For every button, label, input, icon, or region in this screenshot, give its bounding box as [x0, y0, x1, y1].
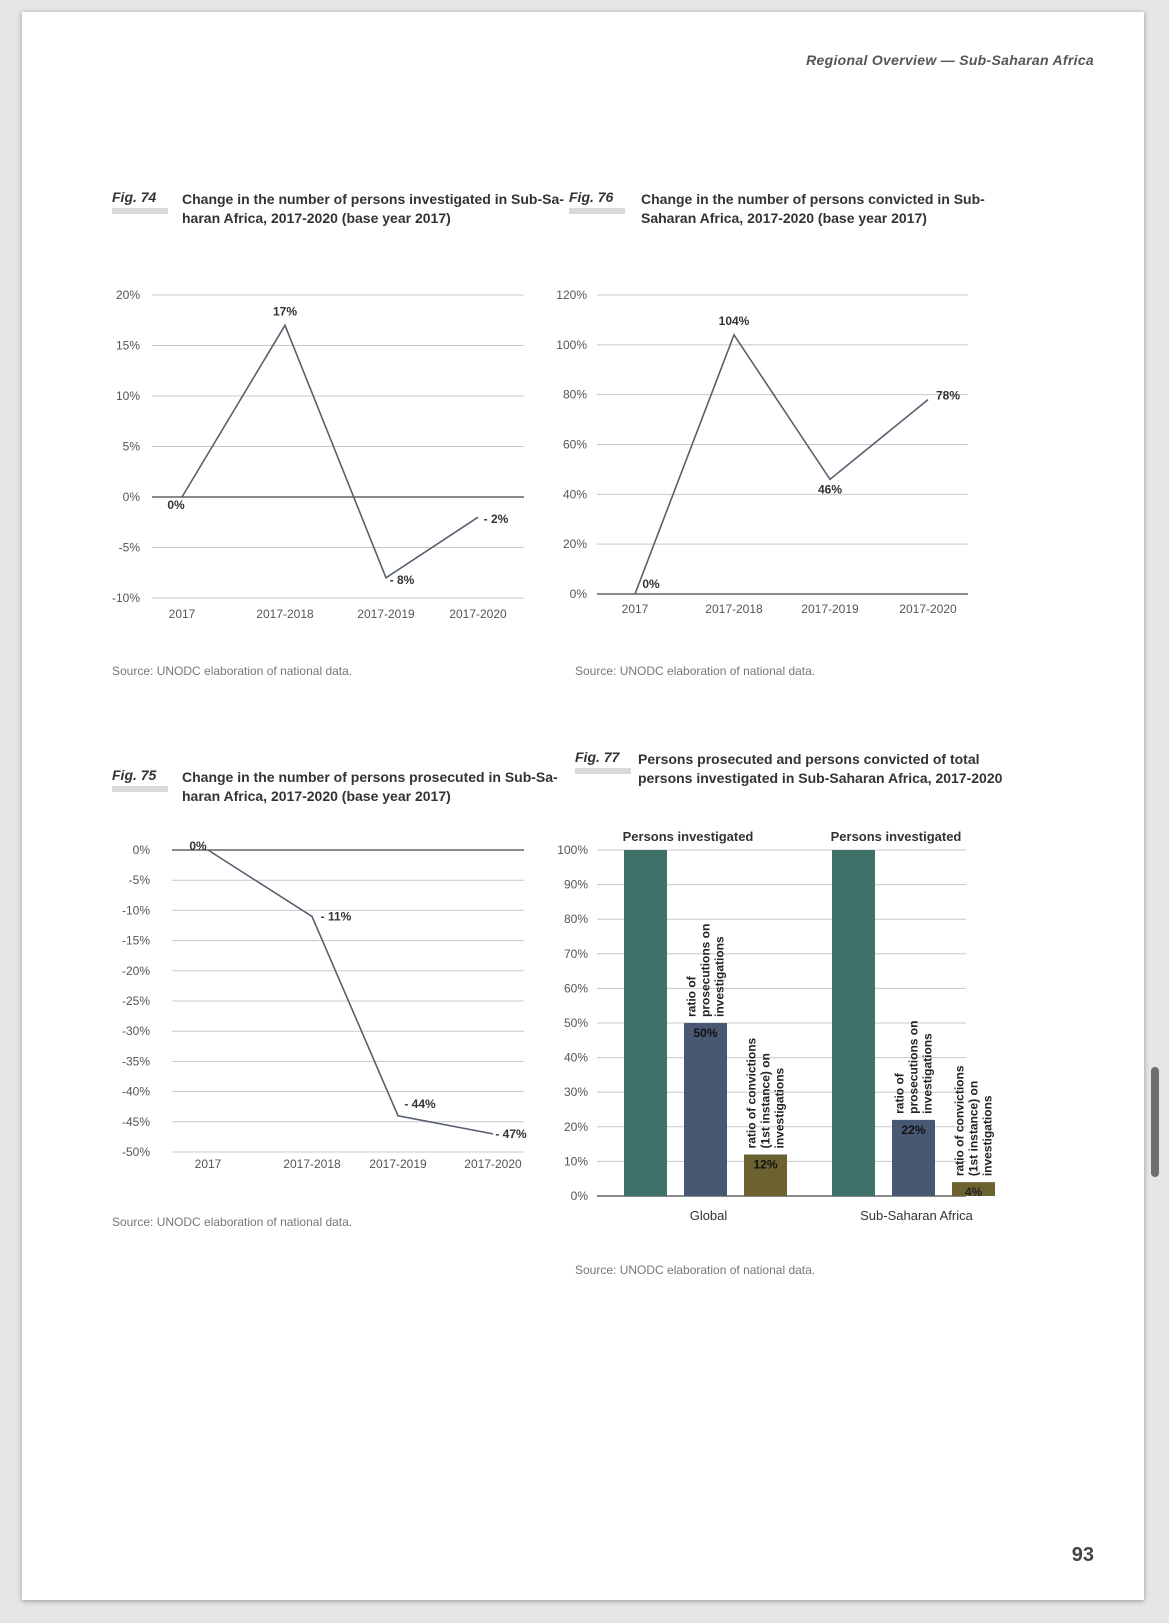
fig77-series-label-line: (1st instance) on — [966, 1080, 981, 1177]
page-number: 93 — [1071, 1544, 1094, 1566]
fig74-source: Source: UNODC elaboration of national data. — [112, 664, 353, 678]
fig75-x-tick-label: 2017 — [194, 1157, 222, 1171]
fig77-series-label-line: prosecutions on — [906, 1020, 921, 1114]
fig77-data-label: 22% — [901, 1122, 926, 1137]
fig75-label: Fig. 75 — [112, 767, 168, 792]
fig77-series-label-line: (1st instance) on — [758, 1053, 773, 1149]
fig75-y-tick-label: -45% — [121, 1114, 150, 1129]
fig77-y-tick-label: 80% — [563, 912, 588, 927]
fig77-source: Source: UNODC elaboration of national data. — [575, 1263, 816, 1277]
fig77-data-label: 12% — [753, 1157, 778, 1172]
fig77-series-label — [745, 1037, 787, 1148]
fig74-y-tick-label: -5% — [118, 540, 140, 555]
fig75-y-tick-label: -5% — [128, 873, 150, 888]
fig77-y-tick-label: 100% — [557, 843, 588, 857]
fig74-data-label: 0% — [167, 498, 185, 512]
fig75-y-tick-label: -25% — [121, 994, 150, 1008]
running-header: Regional Overview — Sub-Saharan Africa — [806, 52, 1094, 68]
fig77-series-label-line: ratio of convictions — [952, 1065, 967, 1177]
fig74-y-tick-label: 0% — [122, 490, 140, 504]
fig74-data-label: - 8% — [389, 572, 415, 587]
fig77-y-tick-label: 0% — [570, 1189, 588, 1203]
fig75-y-tick-label: -15% — [121, 933, 150, 948]
fig77-title-line2: persons investigated in Sub-Saharan Africa, 2017-2020 — [638, 770, 1003, 786]
fig74-title-line2: haran Africa, 2017-2020 (base year 2017) — [182, 210, 451, 226]
fig76-y-tick-label: 120% — [556, 288, 587, 302]
fig76-title-line2: Saharan Africa, 2017-2020 (base year 2017) — [641, 210, 927, 226]
fig74-x-tick-label: 2017-2018 — [256, 607, 314, 621]
fig76-data-label: 0% — [642, 577, 660, 591]
fig77-series-label-line: investigations — [712, 936, 727, 1017]
fig74-data-label: - 2% — [483, 512, 509, 527]
fig76-title-line1: Change in the number of persons convicted in Sub- — [641, 191, 985, 207]
fig75-y-tick-label: 0% — [132, 843, 150, 857]
fig74-y-tick-label: 10% — [115, 389, 140, 403]
fig77-series-label-line: ratio of — [892, 1073, 907, 1114]
fig75-data-label: - 11% — [320, 909, 352, 924]
fig77-y-tick-label: 50% — [563, 1016, 588, 1030]
fig74-label: Fig. 74 — [112, 189, 168, 214]
fig76-x-tick-label: 2017-2020 — [899, 602, 957, 616]
fig77-series-label — [893, 1021, 935, 1114]
fig75-source: Source: UNODC elaboration of national data. — [112, 1215, 353, 1229]
fig77-category-label: Sub-Saharan Africa — [860, 1208, 973, 1223]
fig75-y-tick-label: -40% — [121, 1084, 150, 1099]
fig77-category-label: Global — [689, 1208, 728, 1223]
fig77-group-header: Persons investigated — [622, 829, 754, 844]
fig77-y-tick-label: 40% — [563, 1050, 588, 1065]
fig75-data-label: 0% — [189, 839, 207, 853]
fig76-data-label: 104% — [718, 313, 750, 328]
fig75-x-tick-label: 2017-2020 — [464, 1157, 522, 1171]
fig74-x-tick-label: 2017-2020 — [449, 607, 507, 621]
fig76-data-label: 78% — [935, 388, 961, 403]
fig77-y-tick-label: 60% — [563, 981, 588, 996]
fig75-title-line1: Change in the number of persons prosecuted in Sub-Sa- — [182, 769, 558, 785]
fig75-title-line2: haran Africa, 2017-2020 (base year 2017) — [182, 788, 451, 804]
fig74-y-tick-label: 20% — [115, 288, 140, 302]
fig76-y-tick-label: 40% — [562, 487, 587, 502]
fig75-y-tick-label: -50% — [121, 1145, 150, 1159]
fig77-data-label: 50% — [693, 1026, 718, 1040]
fig74-series-line — [182, 325, 478, 578]
fig77-group-header: Persons investigated — [830, 829, 962, 844]
charts-canvas — [22, 12, 1144, 1600]
fig74-data-label: 17% — [272, 304, 298, 319]
report-page — [22, 12, 1144, 1600]
fig74-y-tick-label: -10% — [111, 591, 140, 605]
fig75-y-tick-label: -35% — [121, 1054, 150, 1069]
fig74-y-tick-label: 5% — [122, 439, 140, 454]
fig77-y-tick-label: 70% — [563, 946, 588, 961]
fig76-x-tick-label: 2017 — [621, 602, 649, 616]
fig75-data-label: - 44% — [404, 1096, 436, 1111]
fig77-bar — [832, 850, 875, 1196]
fig74-x-tick-label: 2017 — [168, 607, 196, 621]
fig77-series-label-line: ratio of convictions — [744, 1037, 759, 1149]
fig74-y-tick-label: 15% — [115, 338, 140, 353]
fig77-title-line1: Persons prosecuted and persons convicted of total — [638, 751, 980, 767]
fig76-source: Source: UNODC elaboration of national data. — [575, 664, 816, 678]
fig77-y-tick-label: 10% — [563, 1154, 588, 1169]
fig77-series-label-line: prosecutions on — [698, 923, 713, 1017]
fig77-series-label-line: investigations — [920, 1033, 935, 1114]
fig77-y-tick-label: 30% — [563, 1085, 588, 1100]
fig75-y-tick-label: -10% — [121, 903, 150, 918]
fig74-x-tick-label: 2017-2019 — [357, 607, 415, 621]
fig77-series-label — [953, 1065, 995, 1176]
fig77-series-label-line: investigations — [772, 1067, 787, 1149]
fig75-x-tick-label: 2017-2018 — [283, 1157, 341, 1171]
fig75-data-label: - 47% — [495, 1126, 527, 1141]
fig76-y-tick-label: 20% — [562, 537, 587, 552]
fig75-y-tick-label: -20% — [121, 963, 150, 978]
fig76-y-tick-label: 100% — [556, 337, 587, 352]
fig76-label: Fig. 76 — [569, 189, 625, 214]
fig77-label: Fig. 77 — [575, 749, 631, 774]
fig77-series-label-line: investigations — [980, 1095, 995, 1177]
fig77-data-label: 4% — [964, 1185, 983, 1200]
fig76-y-tick-label: 80% — [562, 387, 587, 402]
fig77-y-tick-label: 90% — [563, 877, 588, 892]
fig76-y-tick-label: 60% — [562, 437, 587, 452]
fig76-x-tick-label: 2017-2019 — [801, 602, 859, 616]
fig75-y-tick-label: -30% — [121, 1024, 150, 1039]
fig77-bar — [684, 1023, 727, 1196]
fig76-series-line — [635, 335, 928, 594]
fig74-title-line1: Change in the number of persons investigated in Sub-Sa- — [182, 191, 564, 207]
fig76-y-tick-label: 0% — [569, 587, 587, 601]
fig77-bar — [624, 850, 667, 1196]
fig76-data-label: 46% — [817, 482, 843, 497]
scrollbar-thumb[interactable] — [1151, 1067, 1159, 1177]
fig77-y-tick-label: 20% — [563, 1119, 588, 1134]
fig76-x-tick-label: 2017-2018 — [705, 602, 763, 616]
fig77-series-label-line: ratio of — [684, 976, 699, 1017]
fig77-series-label — [685, 924, 727, 1017]
fig75-x-tick-label: 2017-2019 — [369, 1157, 427, 1171]
